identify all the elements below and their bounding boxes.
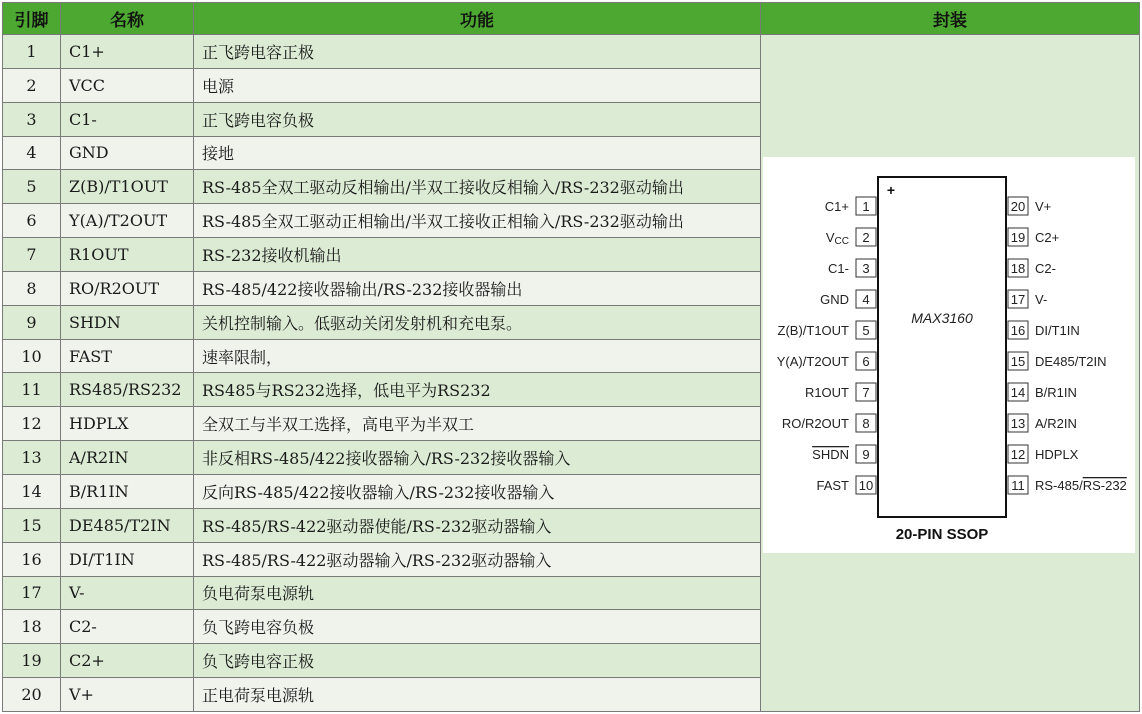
- pin-function-cell: 正飞跨电容正极: [194, 35, 761, 69]
- pin-function-cell: RS-485/422接收器输出/RS-232接收器输出: [194, 271, 761, 305]
- pin-number: 18: [1010, 261, 1026, 276]
- pin-name-cell: B/R1IN: [61, 474, 194, 508]
- pin-number: 1: [862, 199, 870, 214]
- pin-number-cell: 17: [3, 576, 61, 610]
- pin-name-cell: A/R2IN: [61, 441, 194, 475]
- pin-function-cell: 电源: [194, 68, 761, 102]
- pin-function-cell: 正飞跨电容负极: [194, 102, 761, 136]
- pin-function-cell: RS-485全双工驱动反相输出/半双工接收反相输入/RS-232驱动输出: [194, 170, 761, 204]
- pin-label: B/R1IN: [1035, 385, 1077, 400]
- pin-number: 16: [1010, 323, 1026, 338]
- pin-number: 12: [1010, 447, 1026, 462]
- header-package: 封装: [761, 3, 1140, 35]
- pin-name-cell: FAST: [61, 339, 194, 373]
- pin-name-cell: C1-: [61, 102, 194, 136]
- table-body: [3, 35, 1140, 712]
- pin-number-cell: 16: [3, 542, 61, 576]
- pin-number: 11: [1011, 478, 1025, 493]
- pin-number: 19: [1010, 230, 1026, 245]
- pin-name-cell: HDPLX: [61, 407, 194, 441]
- pin-label: Y(A)/T2OUT: [776, 354, 849, 369]
- pin-number-cell: 11: [3, 373, 61, 407]
- pin-number-cell: 15: [3, 508, 61, 542]
- pin-function-cell: RS-485全双工驱动正相输出/半双工接收正相输入/RS-232驱动输出: [194, 204, 761, 238]
- header-pin: 引脚: [3, 3, 61, 35]
- pin-number-cell: 7: [3, 238, 61, 272]
- header-name: 名称: [61, 3, 194, 35]
- pin-function-cell: 非反相RS-485/422接收器输入/RS-232接收器输入: [194, 441, 761, 475]
- pin-function-cell: 全双工与半双工选择，高电平为半双工: [194, 407, 761, 441]
- header-function: 功能: [194, 3, 761, 35]
- pin-function-cell: 接地: [194, 136, 761, 170]
- pin-number-cell: 4: [3, 136, 61, 170]
- pin-label: SHDN: [812, 447, 849, 462]
- pin-name-cell: GND: [61, 136, 194, 170]
- pin-number-cell: 1: [3, 35, 61, 69]
- package-diagram-panel: [763, 157, 1135, 553]
- pin-name-cell: R1OUT: [61, 238, 194, 272]
- pin-number: 13: [1010, 416, 1026, 431]
- pin-function-cell: 速率限制，: [194, 339, 761, 373]
- chip-body: [878, 177, 1006, 517]
- pin-number: 17: [1010, 292, 1026, 307]
- pin-number: 15: [1010, 354, 1026, 369]
- pin-name-cell: DI/T1IN: [61, 542, 194, 576]
- pin-function-cell: 负电荷泵电源轨: [194, 576, 761, 610]
- pin-number: 8: [862, 416, 870, 431]
- pin-label: C2-: [1035, 261, 1056, 276]
- pin-number-cell: 12: [3, 407, 61, 441]
- pin-label: VCC: [825, 230, 849, 247]
- chip-name: MAX3160: [911, 310, 973, 326]
- table-row: [3, 35, 1140, 69]
- pin-name-cell: RO/R2OUT: [61, 271, 194, 305]
- pin-function-cell: RS-485/RS-422驱动器输入/RS-232驱动器输入: [194, 542, 761, 576]
- pin-label: V-: [1035, 292, 1048, 307]
- pin-number-cell: 5: [3, 170, 61, 204]
- pin-function-cell: 关机控制输入。低驱动关闭发射机和充电泵。: [194, 305, 761, 339]
- pin-name-cell: V-: [61, 576, 194, 610]
- pin-label: GND: [820, 292, 849, 307]
- package-pinout-diagram: [763, 157, 1135, 553]
- pin-name-cell: Y(A)/T2OUT: [61, 204, 194, 238]
- pin-number-cell: 9: [3, 305, 61, 339]
- pin-label: DI/T1IN: [1035, 323, 1080, 338]
- pin-label: Z(B)/T1OUT: [777, 323, 849, 338]
- pin-number-cell: 13: [3, 441, 61, 475]
- pin-label: RO/R2OUT: [781, 416, 849, 431]
- pin-name-cell: C1+: [61, 35, 194, 69]
- pin-label: C1-: [828, 261, 849, 276]
- pin-number-cell: 14: [3, 474, 61, 508]
- pin-number: 10: [858, 478, 874, 493]
- pin-name-cell: C2-: [61, 610, 194, 644]
- pin-name-cell: Z(B)/T1OUT: [61, 170, 194, 204]
- pin-label: V+: [1035, 199, 1052, 214]
- pin1-marker: +: [886, 182, 896, 198]
- pin-name-cell: RS485/RS232: [61, 373, 194, 407]
- pin-number: 14: [1010, 385, 1026, 400]
- pin-name-cell: VCC: [61, 68, 194, 102]
- pin-function-cell: 正电荷泵电源轨: [194, 678, 761, 712]
- pin-number-cell: 20: [3, 678, 61, 712]
- pin-function-cell: RS-232接收机输出: [194, 238, 761, 272]
- pin-function-cell: 负飞跨电容正极: [194, 644, 761, 678]
- pin-number-cell: 3: [3, 102, 61, 136]
- table-header-row: [3, 3, 1140, 35]
- pin-number-cell: 10: [3, 339, 61, 373]
- pin-number: 2: [862, 230, 870, 245]
- package-label: 20-PIN SSOP: [895, 526, 989, 543]
- pin-function-cell: 负飞跨电容负极: [194, 610, 761, 644]
- pin-name-cell: V+: [61, 678, 194, 712]
- pin-function-cell: RS485与RS232选择，低电平为RS232: [194, 373, 761, 407]
- pin-label: A/R2IN: [1035, 416, 1077, 431]
- pin-number-cell: 8: [3, 271, 61, 305]
- pin-function-cell: RS-485/RS-422驱动器使能/RS-232驱动器输入: [194, 508, 761, 542]
- pin-label: HDPLX: [1035, 447, 1079, 462]
- pin-label: DE485/T2IN: [1035, 354, 1107, 369]
- pin-name-cell: DE485/T2IN: [61, 508, 194, 542]
- pin-number-cell: 2: [3, 68, 61, 102]
- pin-number: 3: [862, 261, 870, 276]
- pin-table: [2, 2, 1140, 712]
- pin-name-cell: SHDN: [61, 305, 194, 339]
- package-cell: [761, 35, 1140, 712]
- pin-number-cell: 6: [3, 204, 61, 238]
- pin-number: 5: [862, 323, 870, 338]
- pin-label: RS-485/RS-232: [1035, 478, 1127, 493]
- pin-number-cell: 19: [3, 644, 61, 678]
- pin-label: FAST: [816, 478, 849, 493]
- pin-number: 4: [862, 292, 870, 307]
- pin-number: 7: [862, 385, 870, 400]
- pin-label: C2+: [1035, 230, 1060, 245]
- pin-number-cell: 18: [3, 610, 61, 644]
- pin-label: C1+: [824, 199, 849, 214]
- pin-label: R1OUT: [804, 385, 849, 400]
- pin-function-cell: 反向RS-485/422接收器输入/RS-232接收器输入: [194, 474, 761, 508]
- pin-number: 6: [862, 354, 870, 369]
- pin-number: 9: [862, 447, 870, 462]
- pin-number: 20: [1010, 199, 1026, 214]
- pin-name-cell: C2+: [61, 644, 194, 678]
